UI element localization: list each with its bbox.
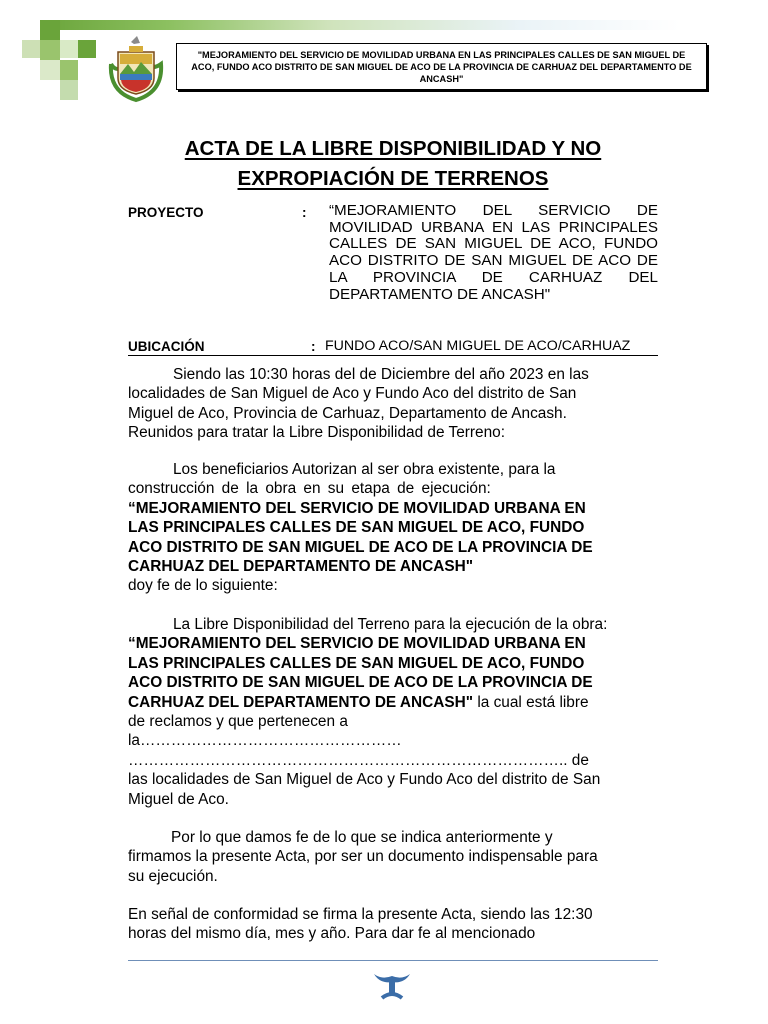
owner-blank-line: ………………………………………………………………………….. de: [128, 751, 589, 769]
decor-square: [78, 40, 96, 58]
document-title-line1: ACTA DE LA LIBRE DISPONIBILIDAD Y NO: [184, 137, 602, 160]
project-name-bold: CARHUAZ DEL DEPARTAMENTO DE ANCASH": [128, 558, 474, 576]
proyecto-label: PROYECTO: [128, 205, 204, 220]
decor-square: [60, 60, 78, 80]
paragraph-5-line: En señal de conformidad se firma la presente Acta, siendo las 12:30: [128, 906, 593, 923]
paragraph-3-line: la cual está libre: [473, 693, 589, 711]
paragraph-2-line: construcción de la obra en su etapa de ejecución:: [128, 480, 491, 498]
decor-square: [40, 40, 60, 60]
ubicacion-label: UBICACIÓN: [128, 339, 205, 354]
project-name-bold: ACO DISTRITO DE SAN MIGUEL DE ACO DE LA PROVINCIA DE: [128, 538, 593, 556]
document-title-line2: EXPROPIACIÓN DE TERRENOS: [237, 167, 549, 190]
paragraph-4-line: su ejecución.: [128, 867, 218, 885]
paragraph-5: [128, 905, 658, 944]
paragraph-3-line: Miguel de Aco.: [128, 790, 229, 808]
paragraph-4: [128, 828, 658, 886]
paragraph-3: [128, 615, 658, 809]
decor-square: [40, 20, 60, 40]
paragraph-1-line: localidades de San Miguel de Aco y Fundo Aco del distrito de San: [128, 385, 577, 403]
owner-blank-line: la……………………………………………: [128, 732, 402, 750]
paragraph-1-line: Miguel de Aco, Provincia de Carhuaz, Departamento de Ancash.: [128, 404, 567, 422]
paragraph-3-line: La Libre Disponibilidad del Terreno para la ejecución de la obra:: [173, 616, 608, 633]
proyecto-value: “MEJORAMIENTO DEL SERVICIO DE MOVILIDAD URBANA EN LAS PRINCIPALES CALLES DE SAN MIGUEL DE ACO, FUNDO ACO DISTRITO DE SAN MIGUEL DE ACO DE LA PROVINCIA DE CARHUAZ DEL DEPARTAMENTO DE ANCASH": [329, 202, 658, 303]
footer-emblem-icon: [372, 968, 412, 1002]
project-name-bold: “MEJORAMIENTO DEL SERVICIO DE MOVILIDAD URBANA EN: [128, 635, 586, 653]
paragraph-4-line: firmamos la presente Acta, por ser un documento indispensable para: [128, 848, 598, 866]
header-decorative-bar: [40, 20, 680, 30]
ubicacion-underline: [128, 355, 658, 356]
project-name-bold: ACO DISTRITO DE SAN MIGUEL DE ACO DE LA PROVINCIA DE: [128, 674, 593, 692]
decor-square: [40, 60, 60, 80]
project-header-box: "MEJORAMIENTO DEL SERVICIO DE MOVILIDAD URBANA EN LAS PRINCIPALES CALLES DE SAN MIGUEL DE ACO, FUNDO ACO DISTRITO DE SAN MIGUEL DE ACO DE LA PROVINCIA DE CARHUAZ DEL DEPARTAMENTO DE ANCASH": [176, 43, 707, 90]
footer-rule: [128, 960, 658, 961]
project-name-bold: “MEJORAMIENTO DEL SERVICIO DE MOVILIDAD URBANA EN: [128, 499, 586, 517]
paragraph-1: [128, 365, 658, 443]
decor-square: [60, 40, 78, 58]
project-name-bold: LAS PRINCIPALES CALLES DE SAN MIGUEL DE ACO, FUNDO: [128, 519, 585, 537]
decor-square: [60, 80, 78, 100]
paragraph-1-line: Siendo las 10:30 horas del de Diciembre del año 2023 en las: [173, 366, 589, 383]
paragraph-2-line: doy fe de lo siguiente:: [128, 577, 278, 595]
project-name-bold: CARHUAZ DEL DEPARTAMENTO DE ANCASH": [128, 693, 474, 711]
ubicacion-value: FUNDO ACO/SAN MIGUEL DE ACO/CARHUAZ: [325, 338, 631, 354]
paragraph-2: [128, 460, 658, 596]
ubicacion-colon: :: [311, 339, 316, 354]
paragraph-3-line: de reclamos y que pertenecen a: [128, 713, 348, 731]
paragraph-4-line: Por lo que damos fe de lo que se indica anteriormente y: [171, 829, 553, 846]
paragraph-2-line: Los beneficiarios Autorizan al ser obra existente, para la: [173, 461, 556, 478]
paragraph-3-line: las localidades de San Miguel de Aco y Fundo Aco del distrito de San: [128, 771, 601, 789]
paragraph-1-line: Reunidos para tratar la Libre Disponibilidad de Terreno:: [128, 424, 506, 442]
paragraph-5-line: horas del mismo día, mes y año. Para dar fe al mencionado: [128, 925, 536, 943]
decor-square: [22, 40, 40, 58]
project-name-bold: LAS PRINCIPALES CALLES DE SAN MIGUEL DE ACO, FUNDO: [128, 654, 585, 672]
coat-of-arms-icon: [103, 34, 169, 104]
proyecto-colon: :: [302, 205, 307, 220]
